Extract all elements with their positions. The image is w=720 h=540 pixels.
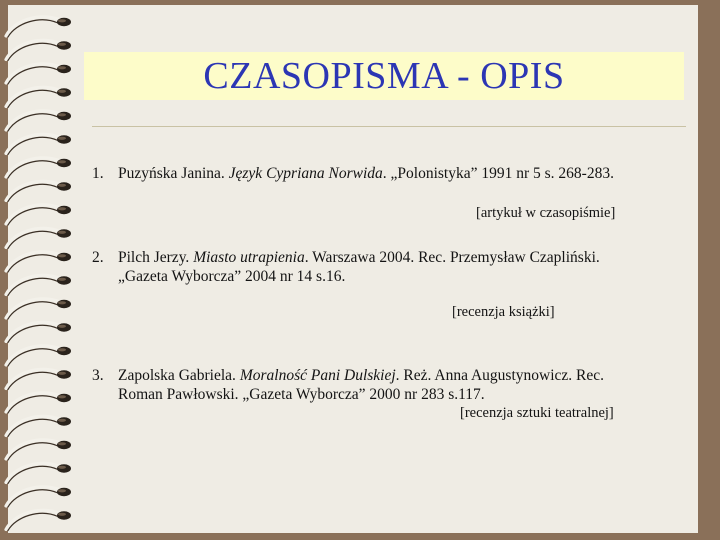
spiral-binding-icon — [0, 0, 90, 540]
title-divider — [92, 126, 686, 127]
entry-details: . Reż. Anna Augustynowicz. Rec. — [395, 367, 605, 384]
entry-type-note-3: [recenzja sztuki teatralnej] — [460, 405, 614, 421]
entry-author: Zapolska Gabriela. — [118, 367, 240, 384]
entry-details-continued: Roman Pawłowski. „Gazeta Wyborcza” 2000 nr 283 s.117. — [118, 386, 485, 403]
entry-work-title: Miasto utrapienia — [193, 249, 305, 266]
entry-details: . „Polonistyka” 1991 nr 5 s. 268-283. — [382, 165, 614, 182]
slide-title: CZASOPISMA - OPIS — [203, 55, 565, 97]
entry-details-continued: „Gazeta Wyborcza” 2004 nr 14 s.16. — [118, 268, 346, 285]
entry-details: . Warszawa 2004. Rec. Przemysław Czapliński. — [304, 249, 600, 266]
entry-work-title: Język Cypriana Norwida — [228, 165, 383, 182]
entry-type-note-1: [artykuł w czasopiśmie] — [476, 205, 616, 221]
entry-author: Puzyńska Janina. — [118, 165, 229, 182]
entry-author: Pilch Jerzy. — [118, 249, 194, 266]
entry-number: 3. — [92, 367, 104, 384]
entry-number: 1. — [92, 165, 104, 182]
entry-citation — [118, 164, 658, 183]
entry-citation — [118, 248, 658, 286]
entry-work-title: Moralność Pani Dulskiej — [239, 367, 396, 384]
entry-citation — [118, 366, 658, 404]
entry-type-note-2: [recenzja książki] — [452, 304, 555, 320]
entry-number: 2. — [92, 249, 104, 266]
